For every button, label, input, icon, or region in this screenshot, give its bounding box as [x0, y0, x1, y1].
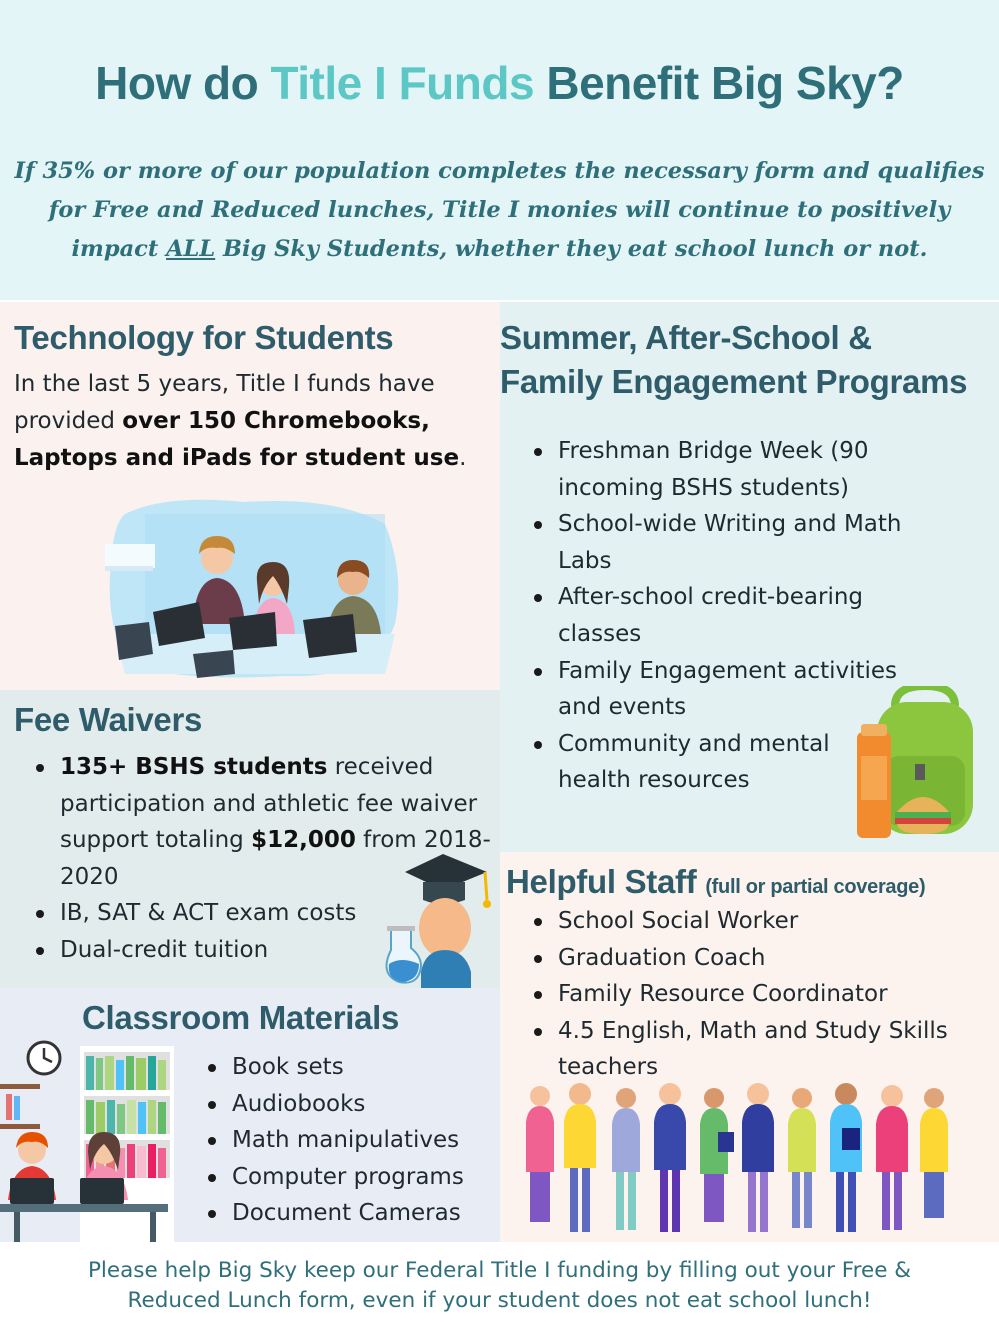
- staff-person-icon: [830, 1083, 862, 1232]
- list-item: 4.5 English, Math and Study Skills teachers: [534, 1013, 974, 1086]
- list-item: Family Resource Coordinator: [534, 976, 974, 1013]
- helpful-staff-section: [500, 852, 999, 1242]
- footer-line-2: Reduced Lunch form, even if your student does not eat school lunch!: [127, 1288, 872, 1313]
- summer-programs-list: [534, 433, 904, 799]
- technology-text: [14, 366, 484, 477]
- list-item: School Social Worker: [534, 903, 974, 940]
- technology-heading: Technology for Students: [14, 319, 394, 356]
- staff-person-icon: [612, 1088, 640, 1230]
- list-item: IB, SAT & ACT exam costs: [36, 895, 492, 932]
- staff-person-icon: [564, 1083, 596, 1232]
- technology-text-pre: In the last 5 years, Title I funds have provided: [14, 371, 435, 434]
- staff-person-icon: [526, 1086, 554, 1222]
- staff-person-icon: [742, 1083, 774, 1232]
- staff-coverage-note: (full or partial coverage): [705, 876, 926, 898]
- page-title: [0, 56, 999, 110]
- technology-section: [0, 302, 500, 690]
- fee-waivers-section: [0, 690, 500, 988]
- staff-person-icon: [920, 1088, 948, 1218]
- staff-heading: Helpful Staff: [506, 863, 697, 900]
- list-item: Math manipulatives: [208, 1122, 498, 1159]
- footer-line-1: Please help Big Sky keep our Federal Title I funding by filling out your Free &: [87, 1258, 912, 1283]
- library-classroom-illustration: [0, 1040, 185, 1242]
- technology-text-post: .: [459, 445, 467, 471]
- classroom-materials-section: [0, 988, 500, 1242]
- intro-line-3: [10, 230, 989, 269]
- summer-heading: [500, 316, 967, 404]
- title-part-2: Benefit Big Sky?: [534, 57, 904, 109]
- header-banner: [0, 0, 999, 300]
- intro-line-2: for Free and Reduced lunches, Title I monies will continue to positively: [48, 197, 951, 223]
- list-item: Graduation Coach: [534, 940, 974, 977]
- list-item: Freshman Bridge Week (90 incoming BSHS students): [534, 433, 904, 506]
- list-item: School-wide Writing and Math Labs: [534, 506, 904, 579]
- materials-list: [208, 1049, 498, 1232]
- graduate-icon: [385, 850, 495, 988]
- staff-person-icon: [876, 1085, 908, 1230]
- intro-line-1: If 35% or more of our population completes the necessary form and qualifies: [14, 158, 985, 184]
- materials-heading: Classroom Materials: [82, 999, 400, 1036]
- summer-heading-line-2: Family Engagement Programs: [500, 363, 968, 400]
- list-item: Community and mental health resources: [534, 726, 904, 799]
- intro-line-3-pre: impact: [71, 236, 167, 262]
- list-item: Dual-credit tuition: [36, 932, 492, 969]
- staff-group-illustration: [520, 1082, 980, 1242]
- staff-person-icon: [654, 1083, 686, 1232]
- list-item: Document Cameras: [208, 1195, 498, 1232]
- backpack-lunch-icon: [855, 686, 975, 842]
- list-item: Family Engagement activities and events: [534, 653, 904, 726]
- footer-text: [20, 1256, 979, 1316]
- intro-text: [10, 152, 989, 269]
- fee-item-text: received participation and athletic fee waiver support totaling: [60, 754, 478, 854]
- list-item: Audiobooks: [208, 1086, 498, 1123]
- summer-programs-section: [500, 302, 999, 852]
- list-item: Computer programs: [208, 1159, 498, 1196]
- staff-list: [534, 903, 974, 1086]
- intro-emphasis: ALL: [166, 236, 216, 262]
- summer-heading-line-1: Summer, After-School &: [500, 319, 872, 356]
- fee-item-years: from 2018-2020: [60, 827, 491, 890]
- technology-text-bold: over 150 Chromebooks, Laptops and iPads for student use: [14, 408, 460, 471]
- title-part-1: How do: [95, 57, 271, 109]
- staff-person-icon: [788, 1088, 816, 1228]
- students-laptops-illustration: [105, 494, 405, 684]
- staff-person-icon: [700, 1088, 734, 1222]
- fee-students-count: 135+ BSHS students: [60, 754, 328, 780]
- intro-line-3-post: Big Sky Students, whether they eat school lunch or not.: [215, 236, 928, 262]
- staff-heading-row: [506, 860, 925, 909]
- title-accent: Title I Funds: [270, 57, 535, 109]
- list-item: After-school credit-bearing classes: [534, 579, 904, 652]
- fee-waivers-heading: Fee Waivers: [14, 701, 203, 738]
- footer: [0, 1242, 999, 1332]
- list-item: Book sets: [208, 1049, 498, 1086]
- fee-amount: $12,000: [251, 827, 356, 854]
